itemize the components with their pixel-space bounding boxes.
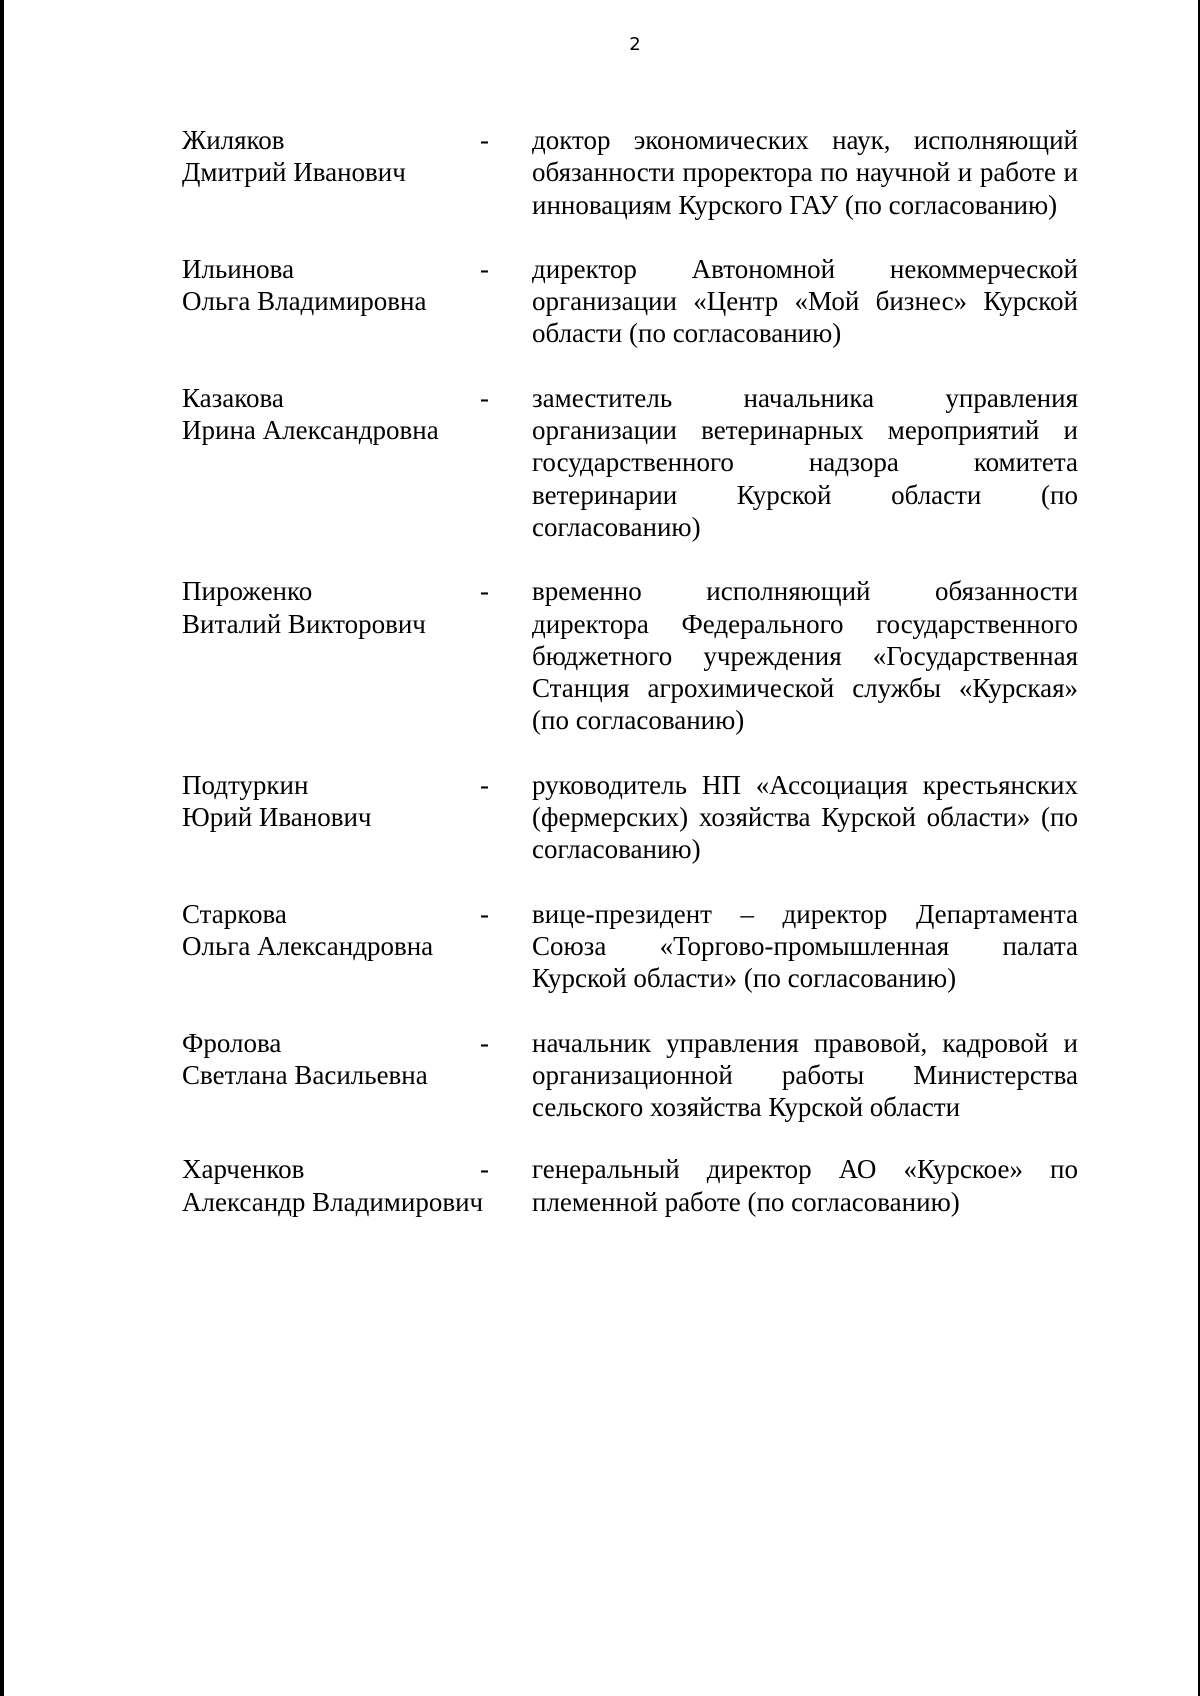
member-dash: - [480, 382, 489, 413]
member-given-names: Светлана Васильевна [182, 1059, 428, 1090]
member-name [182, 575, 480, 640]
member-surname: Жиляков [182, 125, 285, 155]
member-role: директор Автономной некоммерческой организации «Центр «Мой бизнес» Курской области (по согласованию) [532, 253, 1078, 349]
member-name [182, 382, 480, 447]
member-dash: - [480, 1027, 489, 1058]
member-given-names: Ольга Владимировна [182, 286, 427, 317]
member-dash: - [480, 769, 489, 800]
member-role: заместитель начальника управления организации ветеринарных мероприятий и государственного надзора комитета ветеринарии Курской области (по согласованию) [532, 382, 1078, 542]
member-dash: - [480, 125, 489, 155]
member-role: временно исполняющий обязанности директора Федерального государственного бюджетного учреждения «Государственная Станция агрохимической службы «Курская» (по согласованию) [532, 576, 1078, 736]
member-dash: - [480, 253, 489, 284]
member-name [182, 253, 480, 318]
member-given-names: Юрий Иванович [182, 802, 372, 833]
member-name [182, 124, 480, 189]
member-surname: Харченков [182, 1154, 305, 1185]
page-number: 2 [629, 34, 641, 55]
member-dash: - [480, 576, 489, 607]
member-surname: Ильинова [182, 253, 295, 284]
member-surname: Пироженко [182, 576, 313, 607]
member-role: начальник управления правовой, кадровой и организационной работы Министерства сельского хозяйства Курской области [532, 1027, 1078, 1123]
member-dash: - [480, 898, 489, 929]
member-dash: - [480, 1154, 489, 1185]
member-entry [182, 898, 1078, 995]
member-entry [182, 253, 1078, 350]
member-given-names: Виталий Викторович [182, 608, 426, 639]
member-list [182, 124, 1078, 1218]
member-given-names: Дмитрий Иванович [182, 157, 406, 188]
member-surname: Подтуркин [182, 769, 309, 800]
member-role: вице-президент – директор Департамента Союза «Торгово-промышленная палата Курской области» (по согласованию) [532, 898, 1078, 994]
member-given-names: Ольга Александровна [182, 930, 434, 961]
member-entry [182, 1027, 1078, 1124]
member-entry [182, 769, 1078, 866]
member-given-names: Ирина Александровна [182, 415, 439, 446]
member-role: генеральный директор АО «Курское» по племенной работе (по согласованию) [532, 1154, 1078, 1217]
member-surname: Старкова [182, 898, 287, 929]
member-name [182, 769, 480, 834]
member-given-names: Александр Владимирович [182, 1186, 484, 1217]
member-name [182, 1027, 480, 1092]
member-entry [182, 1153, 1078, 1218]
member-surname: Фролова [182, 1027, 282, 1058]
member-name [182, 898, 480, 963]
member-role: доктор экономических наук, исполняющий обязанности проректора по научной и работе и инновациям Курского ГАУ (по согласованию) [532, 125, 1078, 220]
member-entry [182, 575, 1078, 736]
member-entry [182, 124, 1078, 221]
scan-edge-left [0, 0, 4, 1696]
member-surname: Казакова [182, 382, 284, 413]
member-role: руководитель НП «Ассоциация крестьянских (фермерских) хозяйства Курской области» (по согласованию) [532, 769, 1078, 865]
member-name [182, 1153, 484, 1218]
member-entry [182, 382, 1078, 543]
